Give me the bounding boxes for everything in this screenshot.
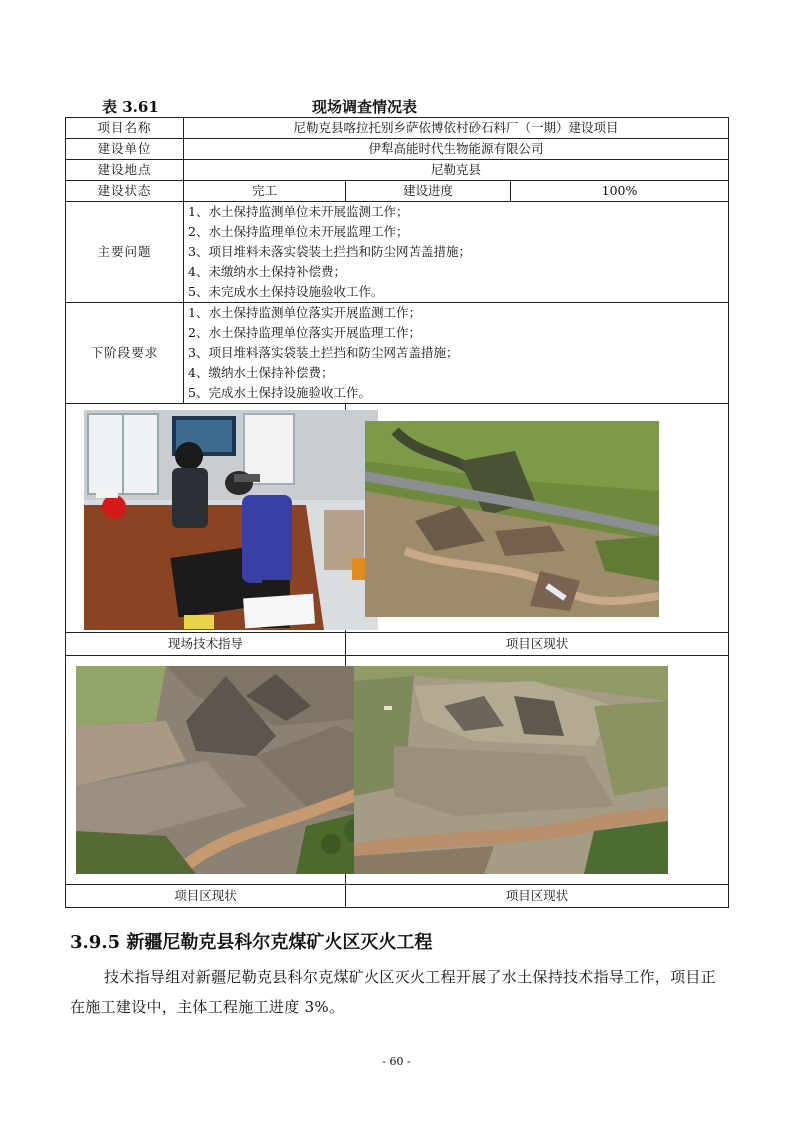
table-row [66,633,729,656]
survey-table [65,117,729,908]
list-item: 2、水土保持监理单位落实开展监理工作； [188,325,421,340]
photo-row [66,656,729,885]
project-name-value: 尼勒克县喀拉托别乡萨依博依村砂石料厂（一期）建设项目 [184,118,729,139]
location-label: 建设地点 [66,160,184,181]
photo-cell-technical-guidance [66,404,346,633]
requirements-label: 下阶段要求 [66,303,184,404]
table-number: 表 3.61 [102,98,159,116]
section-heading: 3.9.5 新疆尼勒克县科尔克煤矿火区灭火工程 [70,932,433,953]
photo-cell-project-area-3 [346,656,729,885]
requirements-list [184,303,729,404]
table-title: 现场调查情况表 [312,98,418,116]
photo-caption-technical-guidance: 现场技术指导 [66,633,346,656]
page-number: - 60 - [382,1055,411,1068]
status-value: 完工 [184,181,346,202]
table-row [66,160,729,181]
table-row [66,139,729,160]
issues-list [184,202,729,303]
list-item: 2、水土保持监理单位未开展监理工作； [188,224,409,239]
table-row [66,118,729,139]
unit-label: 建设单位 [66,139,184,160]
list-item: 4、缴纳水土保持补偿费； [188,365,334,380]
table-row [66,181,729,202]
section-paragraph: 技术指导组对新疆尼勒克县科尔克煤矿火区灭火工程开展了水土保持技术指导工作，项目正在施工建设中，主体工程施工进度 3%。 [70,968,717,1016]
table-row [66,885,729,908]
progress-value: 100% [511,181,729,202]
photo-technical-guidance [84,410,378,630]
photo-cell-project-area-1 [346,404,729,633]
list-item: 5、完成水土保持设施验收工作。 [188,385,371,400]
photo-cell-project-area-2 [66,656,346,885]
photo-caption-project-area-2: 项目区现状 [66,885,346,908]
photo-caption-project-area-1: 项目区现状 [346,633,729,656]
unit-value: 伊犁高能时代生物能源有限公司 [184,139,729,160]
photo-project-area-3 [354,666,668,874]
photo-caption-project-area-3: 项目区现状 [346,885,729,908]
photo-project-area-1 [365,421,659,617]
table-row [66,202,729,303]
list-item: 5、未完成水土保持设施验收工作。 [188,284,384,299]
table-row [66,303,729,404]
list-item: 3、项目堆料落实袋装土拦挡和防尘网苫盖措施； [188,345,459,360]
list-item: 1、水土保持监测单位未开展监测工作； [188,204,409,219]
list-item: 1、水土保持监测单位落实开展监测工作； [188,305,421,320]
photo-project-area-2 [76,666,386,874]
status-label: 建设状态 [66,181,184,202]
list-item: 4、未缴纳水土保持补偿费； [188,264,346,279]
issues-label: 主要问题 [66,202,184,303]
progress-label: 建设进度 [346,181,511,202]
list-item: 3、项目堆料未落实袋装土拦挡和防尘网苫盖措施； [188,244,471,259]
location-value: 尼勒克县 [184,160,729,181]
project-name-label: 项目名称 [66,118,184,139]
photo-row [66,404,729,633]
